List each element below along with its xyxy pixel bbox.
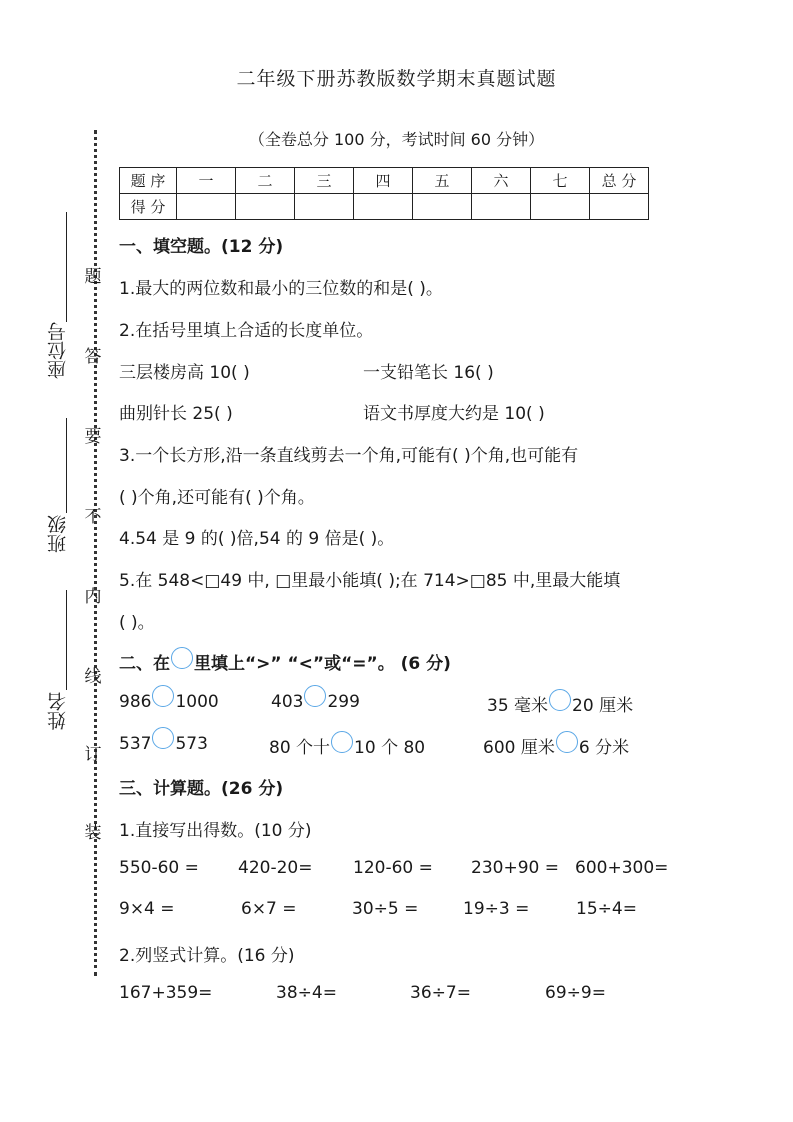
table-cell: 六 <box>472 168 531 194</box>
question-2: 2.在括号里填上合适的长度单位。 <box>119 321 374 341</box>
compare-right: 573 <box>175 734 208 754</box>
section-2-heading-post: 里填上“>” “<”或“=”。 (6 分) <box>194 654 451 674</box>
calc-item: 550-60 = <box>119 858 199 878</box>
score-table-score-row <box>120 194 649 220</box>
score-table <box>119 167 649 220</box>
table-cell: 二 <box>236 168 295 194</box>
question-4: 4.54 是 9 的( )倍,54 的 9 倍是( )。 <box>119 529 395 549</box>
calc-item: 600+300= <box>575 858 669 878</box>
compare-left: 537 <box>119 734 152 754</box>
table-cell: 五 <box>413 168 472 194</box>
score-input-cell[interactable] <box>354 194 413 220</box>
section-2-heading <box>119 649 451 675</box>
vertical-calc-item: 36÷7= <box>410 983 471 1003</box>
seat-number-blank[interactable] <box>66 212 67 322</box>
calc-item: 30÷5 = <box>352 899 419 919</box>
compare-item <box>119 733 208 755</box>
seat-number-label: 座位号 <box>47 322 69 379</box>
question-2a: 三层楼房高 10( ) <box>119 363 250 383</box>
question-3-line1: 3.一个长方形,沿一条直线剪去一个角,可能有( )个角,也可能有 <box>119 446 579 466</box>
question-1: 1.最大的两位数和最小的三位数的和是( )。 <box>119 279 443 299</box>
compare-answer-circle[interactable] <box>331 731 353 753</box>
score-input-cell[interactable] <box>590 194 649 220</box>
binding-char: 答 <box>84 347 102 367</box>
score-input-cell[interactable] <box>531 194 590 220</box>
compare-left: 986 <box>119 692 152 712</box>
compare-answer-circle[interactable] <box>549 689 571 711</box>
table-cell: 题 序 <box>120 168 177 194</box>
compare-left: 600 厘米 <box>483 738 555 758</box>
compare-right: 1000 <box>175 692 219 712</box>
section-2-heading-pre: 二、在 <box>119 654 170 674</box>
vertical-calc-item: 69÷9= <box>545 983 606 1003</box>
compare-answer-circle[interactable] <box>152 685 174 707</box>
compare-right: 6 分米 <box>578 738 630 758</box>
binding-dotted-line <box>94 130 97 976</box>
compare-item <box>487 691 633 717</box>
question-2c: 曲别针长 25( ) <box>119 404 233 424</box>
calc-item: 19÷3 = <box>463 899 530 919</box>
exam-info: （全卷总分 100 分，考试时间 60 分钟） <box>248 130 545 149</box>
name-blank[interactable] <box>66 590 67 690</box>
table-cell: 七 <box>531 168 590 194</box>
binding-char: 内 <box>84 587 102 607</box>
calc-item: 420-20= <box>238 858 313 878</box>
part-1-title: 1.直接写出得数。(10 分) <box>119 821 312 841</box>
binding-char: 不 <box>84 507 102 527</box>
compare-answer-circle[interactable] <box>152 727 174 749</box>
compare-right: 10 个 80 <box>354 738 426 758</box>
question-5-line1: 5.在 548<□49 中, □里最小能填( );在 714>□85 中,里最大能填 <box>119 571 621 591</box>
binding-char: 线 <box>84 667 102 687</box>
calc-item: 15÷4= <box>576 899 637 919</box>
table-cell: 一 <box>177 168 236 194</box>
vertical-calc-item: 38÷4= <box>276 983 337 1003</box>
part-2-title: 2.列竖式计算。(16 分) <box>119 946 295 966</box>
vertical-calc-item: 167+359= <box>119 983 213 1003</box>
score-table-header-row <box>120 168 649 194</box>
binding-char: 装 <box>84 823 102 843</box>
compare-item <box>271 691 360 713</box>
table-cell: 总 分 <box>590 168 649 194</box>
score-input-cell[interactable] <box>177 194 236 220</box>
binding-char: 题 <box>84 267 102 287</box>
compare-left: 35 毫米 <box>487 696 549 716</box>
compare-answer-circle[interactable] <box>304 685 326 707</box>
calc-item: 9×4 = <box>119 899 175 919</box>
question-3-line2: ( )个角,还可能有( )个角。 <box>119 488 315 508</box>
calc-item: 230+90 = <box>471 858 559 878</box>
question-2b: 一支铅笔长 16( ) <box>363 363 494 383</box>
compare-answer-circle[interactable] <box>556 731 578 753</box>
score-input-cell[interactable] <box>472 194 531 220</box>
section-1-heading: 一、填空题。(12 分) <box>119 237 284 257</box>
compare-left: 80 个十 <box>269 738 331 758</box>
compare-item <box>269 733 425 759</box>
score-input-cell[interactable] <box>295 194 354 220</box>
table-cell: 四 <box>354 168 413 194</box>
name-label: 姓名 <box>47 692 69 730</box>
calc-item: 6×7 = <box>241 899 297 919</box>
compare-item <box>483 733 629 759</box>
compare-right: 20 厘米 <box>572 696 634 716</box>
score-input-cell[interactable] <box>236 194 295 220</box>
calc-item: 120-60 = <box>353 858 433 878</box>
circle-icon <box>171 647 193 669</box>
section-3-heading: 三、计算题。(26 分) <box>119 779 284 799</box>
score-input-cell[interactable] <box>413 194 472 220</box>
compare-item <box>119 691 219 713</box>
question-5-line2: ( )。 <box>119 613 155 633</box>
binding-char: 订 <box>84 745 102 765</box>
class-label: 班级 <box>47 515 69 553</box>
page-title: 二年级下册苏教版数学期末真题试题 <box>236 68 557 90</box>
class-blank[interactable] <box>66 418 67 513</box>
table-cell: 得 分 <box>120 194 177 220</box>
compare-left: 403 <box>271 692 304 712</box>
question-2d: 语文书厚度大约是 10( ) <box>363 404 545 424</box>
table-cell: 三 <box>295 168 354 194</box>
binding-char: 要 <box>84 427 102 447</box>
compare-right: 299 <box>327 692 360 712</box>
